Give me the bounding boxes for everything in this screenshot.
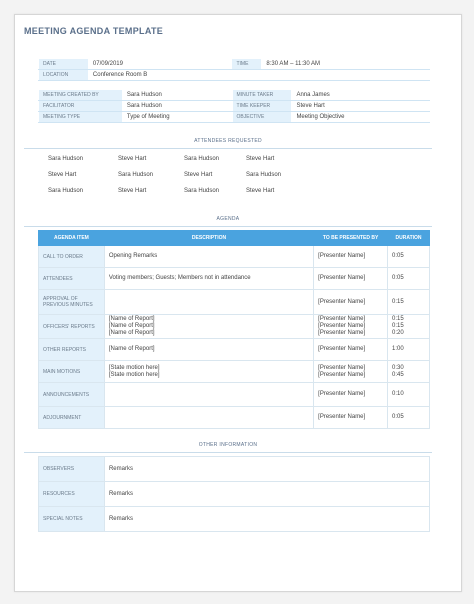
objective-value: Meeting Objective <box>292 112 430 123</box>
agenda-table <box>38 230 430 429</box>
agenda-heading: AGENDA <box>216 216 240 222</box>
agenda-presenter: [Presenter Name] <box>314 246 388 268</box>
agenda-duration: 0:15 <box>388 290 430 315</box>
other-info-table <box>38 456 430 532</box>
agenda-description: Voting members; Guests; Members not in attendance <box>104 268 313 290</box>
agenda-description: [Name of Report] [Name of Report] [Name of Report] <box>104 315 313 339</box>
time-keeper-value: Steve Hart <box>292 101 430 112</box>
agenda-duration: 1:00 <box>388 339 430 361</box>
agenda-item-label: ADJOURNMENT <box>39 407 105 429</box>
table-row <box>39 457 430 482</box>
agenda-duration: 0:05 <box>388 246 430 268</box>
agenda-duration: 0:10 <box>388 383 430 407</box>
created-by-value: Sara Hudson <box>122 90 232 101</box>
agenda-duration: 0:30 0:45 <box>388 361 430 383</box>
table-row <box>39 407 430 429</box>
description-header: DESCRIPTION <box>104 231 313 246</box>
agenda-description: [Name of Report] <box>104 339 313 361</box>
time-keeper-label: TIME KEEPER <box>232 101 292 112</box>
table-row <box>39 361 430 383</box>
attendee: Sara Hudson <box>184 156 220 162</box>
resources-value: Remarks <box>104 482 429 507</box>
location-value: Conference Room B <box>88 70 429 81</box>
attendee: Steve Hart <box>246 188 275 194</box>
other-info-divider <box>24 452 432 453</box>
table-row <box>39 268 430 290</box>
agenda-presenter: [Presenter Name] [Presenter Name] <box>314 361 388 383</box>
agenda-description <box>104 383 313 407</box>
agenda-description: Opening Remarks <box>104 246 313 268</box>
observers-label: OBSERVERS <box>39 457 105 482</box>
table-row <box>39 246 430 268</box>
table-row <box>39 290 430 315</box>
table-row <box>39 482 430 507</box>
agenda-presenter: [Presenter Name] <box>314 383 388 407</box>
agenda-item-label: OFFICERS' REPORTS <box>39 315 105 339</box>
attendee: Sara Hudson <box>48 188 84 194</box>
table-row <box>39 339 430 361</box>
date-value: 07/09/2019 <box>88 59 232 70</box>
agenda-description <box>104 407 313 429</box>
agenda-duration: 0:15 0:15 0:20 <box>388 315 430 339</box>
duration-header: DURATION <box>388 231 430 246</box>
presenter-header: TO BE PRESENTED BY <box>314 231 388 246</box>
attendee: Sara Hudson <box>246 172 282 178</box>
facilitator-label: FACILITATOR <box>39 101 123 112</box>
agenda-item-header: AGENDA ITEM <box>39 231 105 246</box>
attendee: Sara Hudson <box>48 156 84 162</box>
agenda-divider <box>24 226 432 227</box>
attendee: Steve Hart <box>246 156 275 162</box>
agenda-description <box>104 290 313 315</box>
other-info-heading: OTHER INFORMATION <box>198 442 258 448</box>
agenda-item-label: ANNOUNCEMENTS <box>39 383 105 407</box>
agenda-description: [State motion here] [State motion here] <box>104 361 313 383</box>
minute-taker-value: Anna James <box>292 90 430 101</box>
table-row <box>39 507 430 532</box>
agenda-presenter: [Presenter Name] [Presenter Name] [Presenter Name] <box>314 315 388 339</box>
details-table <box>38 89 430 123</box>
agenda-header-row <box>39 231 430 246</box>
meeting-type-label: MEETING TYPE <box>39 112 123 123</box>
agenda-item-label: OTHER REPORTS <box>39 339 105 361</box>
location-label: LOCATION <box>39 70 89 81</box>
special-notes-value: Remarks <box>104 507 429 532</box>
facilitator-value: Sara Hudson <box>122 101 232 112</box>
agenda-duration: 0:05 <box>388 268 430 290</box>
attendee: Steve Hart <box>48 172 77 178</box>
created-by-label: MEETING CREATED BY <box>39 90 123 101</box>
attendee: Sara Hudson <box>184 188 220 194</box>
special-notes-label: SPECIAL NOTES <box>39 507 105 532</box>
agenda-presenter: [Presenter Name] <box>314 407 388 429</box>
attendees-heading: ATTENDEES REQUESTED <box>194 138 262 144</box>
objective-label: OBJECTIVE <box>232 112 292 123</box>
agenda-item-label: ATTENDEES <box>39 268 105 290</box>
minute-taker-label: MINUTE TAKER <box>232 90 292 101</box>
agenda-presenter: [Presenter Name] <box>314 290 388 315</box>
attendee: Steve Hart <box>118 188 147 194</box>
meeting-type-value: Type of Meeting <box>122 112 232 123</box>
page-title: MEETING AGENDA TEMPLATE <box>24 26 164 36</box>
agenda-item-label: CALL TO ORDER <box>39 246 105 268</box>
attendee: Sara Hudson <box>118 172 154 178</box>
attendee: Steve Hart <box>118 156 147 162</box>
agenda-presenter: [Presenter Name] <box>314 268 388 290</box>
observers-value: Remarks <box>104 457 429 482</box>
table-row <box>39 315 430 339</box>
agenda-item-label: MAIN MOTIONS <box>39 361 105 383</box>
header-table <box>38 58 430 81</box>
date-label: DATE <box>39 59 89 70</box>
agenda-item-label: APPROVAL OF PREVIOUS MINUTES <box>39 290 105 315</box>
agenda-presenter: [Presenter Name] <box>314 339 388 361</box>
time-value: 8:30 AM – 11:30 AM <box>262 59 430 70</box>
agenda-duration: 0:05 <box>388 407 430 429</box>
attendees-divider <box>24 148 432 149</box>
attendee: Steve Hart <box>184 172 213 178</box>
resources-label: RESOURCES <box>39 482 105 507</box>
table-row <box>39 383 430 407</box>
time-label: TIME <box>232 59 262 70</box>
